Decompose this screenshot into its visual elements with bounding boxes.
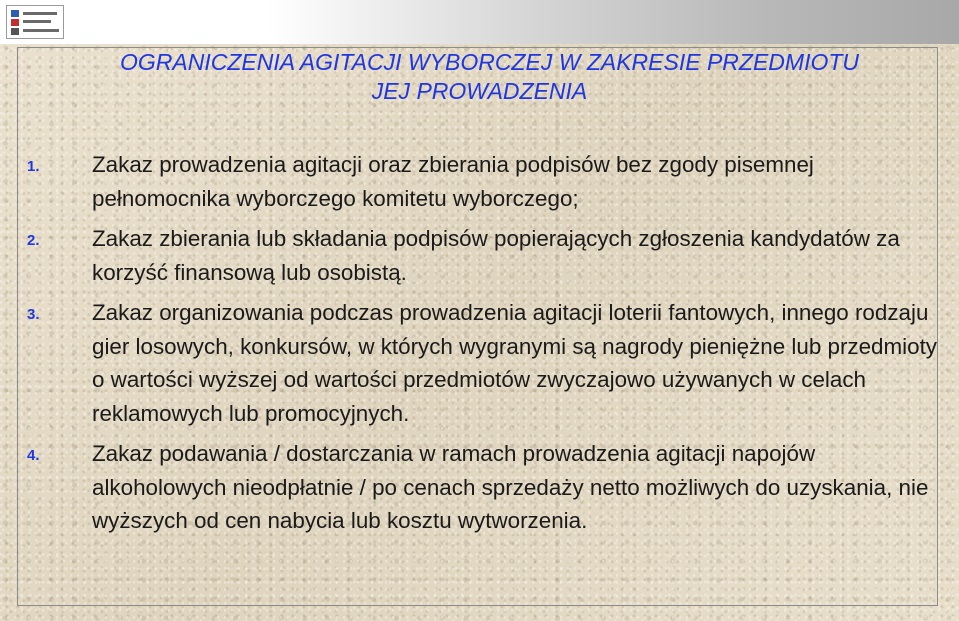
slide-title-line-2: JEJ PROWADZENIA xyxy=(371,78,588,104)
logo-block xyxy=(11,19,19,26)
list-item-text: Zakaz prowadzenia agitacji oraz zbierania podpisów bez zgody pisemnej pełnomocnika wyborczego komitetu wyborczego; xyxy=(92,152,814,211)
logo-line xyxy=(23,20,51,23)
list-item-text: Zakaz zbierania lub składania podpisów popierających zgłoszenia kandydatów za korzyść finansową lub osobistą. xyxy=(92,226,900,285)
logo-image xyxy=(6,5,64,39)
list-item xyxy=(24,296,954,430)
list-item-number: 2. xyxy=(27,232,40,249)
slide-title-line-1: OGRANICZENIA AGITACJI WYBORCZEJ W ZAKRESIE PRZEDMIOTU xyxy=(119,49,860,75)
logo-line xyxy=(23,29,59,32)
list-item-number: 4. xyxy=(27,447,40,464)
list-item xyxy=(24,148,954,215)
logo-block xyxy=(11,10,19,17)
list-item-number: 1. xyxy=(27,158,40,175)
logo-line xyxy=(23,12,57,15)
list-item xyxy=(24,437,954,538)
header-bar xyxy=(0,0,959,44)
list-item xyxy=(24,222,954,289)
list-item-text: Zakaz podawania / dostarczania w ramach prowadzenia agitacji napojów alkoholowych nieodpłatnie / po cenach sprzedaży netto możliwych do uzyskania, nie wyższych od cen nabycia lub kosztu wytworzenia. xyxy=(92,441,929,533)
slide-title xyxy=(0,48,959,106)
list-item-number: 3. xyxy=(27,306,40,323)
list-item-text: Zakaz organizowania podczas prowadzenia agitacji loterii fantowych, innego rodzaju gier losowych, konkursów, w których wygranymi są nagrody pieniężne lub przedmioty o wartości wyższej od wartości przedmiotów zwyczajowo używanych w celach reklamowych lub promocyjnych. xyxy=(92,300,938,426)
restrictions-list xyxy=(24,148,954,545)
logo-block xyxy=(11,28,19,35)
